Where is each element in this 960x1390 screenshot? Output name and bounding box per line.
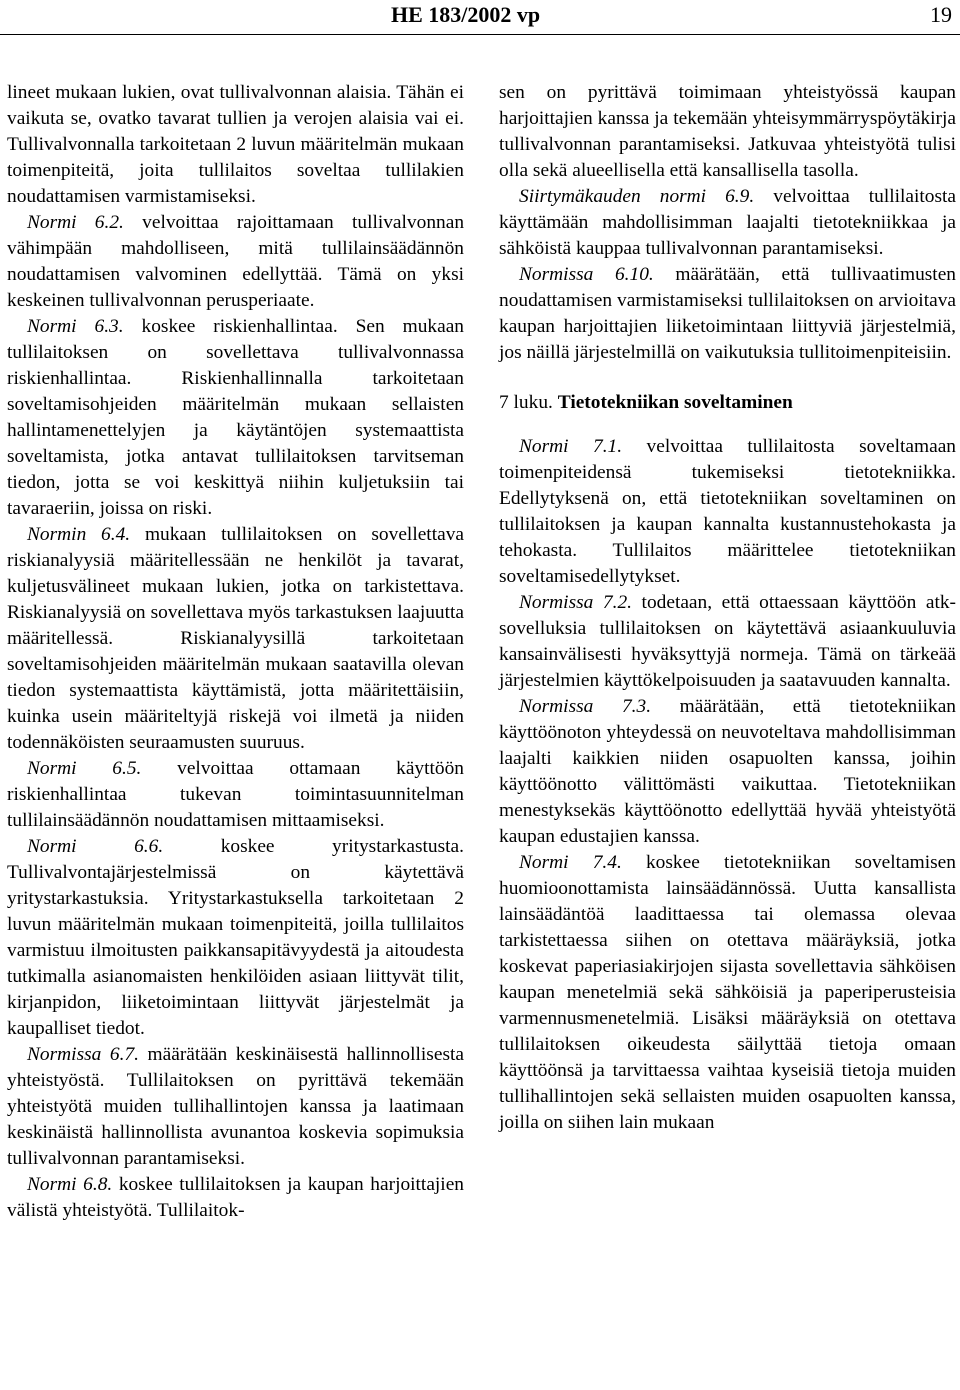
chapter-number: 7 luku.: [499, 392, 553, 413]
paragraph: [7, 1172, 464, 1224]
norm-reference: Normin 6.4.: [27, 524, 131, 545]
paragraph-text: koskee yritystarkastusta. Tullivalvontajärjestelmissä on käytettävä yritystarkastuksia. Yritystarkastuksella tarkoitetaan 2 luvun määritelmän mukaan toimenpiteitä, joilla tullilaitos varmistuu ilmoitusten paikkansapitävyydestä ja aitoudesta tutkimalla asianomaisten henkilöiden asiaan liittyvät tilit, kirjanpidon, liiketoimintaan liittyvät järjestelmät ja kaupalliset tiedot.: [7, 836, 464, 1039]
paragraph: [7, 314, 464, 522]
paragraph: [7, 210, 464, 314]
paragraph-text: määrätään, että tullivaatimusten noudattamisen varmistamiseksi tullilaitoksen on arvioitava kaupan harjoittajien liiketoimintaan liittyviä järjestelmiä, jos näillä järjestelmillä on vaikutuksia tullitoimenpiteisiin.: [499, 264, 956, 363]
chapter-title: Tietotekniikan soveltaminen: [557, 392, 793, 413]
norm-reference: Normissa 7.2.: [519, 592, 632, 613]
header-rule: [0, 34, 960, 35]
paragraph-text: koskee riskienhallintaa. Sen mukaan tullilaitoksen on sovellettava tullivalvonnassa riskienhallintaa. Riskienhallinnalla tarkoitetaan soveltamisohjeiden määritelmän mukaan sellaisten hallintamenettelyjen ja käytäntöjen systemaattista soveltamista, jotka antavat tullilaitoksen tarvitseman tiedon, jotta se voi keskittyä niihin kuljetuksiin tai tavaraeriin, joissa on riski.: [7, 316, 465, 519]
paragraph: [7, 1042, 464, 1172]
right-column: [499, 80, 956, 1136]
paragraph-text: mukaan tullilaitoksen on sovellettava riskianalyysiä määritellessään ne henkilöt ja tavarat, kuljetusvälineet mukaan lukien, jotka on tarkistettava. Riskianalyysiä on sovellettava myös tarkastuksen laajuutta määritellessä. Riskianalyysillä tarkoitetaan soveltamisohjeiden määritelmän mukaan saatavilla olevan tiedon systemaattista käyttämistä, jotta määritettäisiin, kuinka usein määriteltyjä riskejä voi ilmetä ja niiden todennäköisten seuraamusten suuruus.: [7, 524, 464, 753]
paragraph: [7, 756, 464, 834]
page-header: [0, 0, 960, 32]
paragraph-text: sen on pyrittävä toimimaan yhteistyössä kaupan harjoittajien kanssa ja tekemään yhteisymmärryspöytäkirja tullivalvonnan parantamiseksi. Jatkuvaa yhteistyötä tulisi olla sekä alueellisella että kansallisella tasolla.: [499, 82, 956, 181]
paragraph: [499, 850, 956, 1136]
norm-reference: Normi 7.1.: [519, 436, 623, 457]
norm-reference: Normi 6.8.: [27, 1174, 113, 1195]
paragraph: [499, 434, 956, 590]
paragraph-text: määrätään, että tietotekniikan käyttöönoton yhteydessä on neuvoteltava mahdollisimman laajalti kaikkien niiden osapuolten kanssa, joihin käyttöönotto välittömästi vaikuttaa. Tietotekniikan menestyksekäs käyttöönotto edellyttää hyvää yhteistyötä kaupan edustajien kanssa.: [499, 696, 957, 847]
paragraph-text: velvoittaa tullilaitosta käyttämään mahdollisimman laajalti tietotekniikkaa ja sähköistä kauppaa tullivalvonnan parantamiseksi.: [499, 186, 956, 259]
paragraph-text: lineet mukaan lukien, ovat tullivalvonnan alaisia. Tähän ei vaikuta se, ovatko tavarat tullien ja verojen alaisia vai ei. Tullivalvonnalla tarkoitetaan 2 luvun määritelmän mukaan toimenpiteitä, joita tullilaitos soveltaa tullilakien noudattamisen varmistamiseksi.: [7, 82, 464, 207]
paragraph-text: velvoittaa tullilaitosta soveltamaan toimenpiteidensä tukemiseksi tietotekniikka. Edellytyksenä on, että tietotekniikan soveltaminen on tullilaitoksen ja kaupan kannalta kustannustehokasta ja tehokasta. Tullilaitos määrittelee tietotekniikan soveltamisedellytykset.: [499, 436, 957, 587]
chapter-heading: [499, 390, 956, 416]
paragraph: [7, 834, 464, 1042]
paragraph: [7, 522, 464, 756]
norm-reference: Normissa 6.7.: [27, 1044, 139, 1065]
norm-reference: Normi 6.5.: [27, 758, 142, 779]
paragraph-text: koskee tietotekniikan soveltamisen huomioonottamista lainsäädännössä. Uutta kansallista lainsäädäntöä laadittaessa tai olemassa olevaa tarkistettaessa siihen on otettava määräyksiä, jotka koskevat paperiasiakirjojen sijasta sovellettavia sähköisen kaupan menetelmiä sekä sähköisiä ja paperiperusteisia varmennusmenetelmiä. Lisäksi määräyksiä on otettava tullilaitoksen oikeudesta säilyttää tietoja omaan käyttöönsä ja tarvittaessa vaihtaa kyseisiä tietoja muiden tullihallintojen sekä sellaisten muiden osapuolten kanssa, joilla on siihen lain mukaan: [499, 852, 956, 1133]
norm-reference: Normi 6.3.: [27, 316, 124, 337]
left-column: [7, 80, 464, 1224]
paragraph: [499, 80, 956, 184]
document-id: HE 183/2002 vp: [391, 2, 541, 27]
paragraph: [7, 80, 464, 210]
paragraph: [499, 590, 956, 694]
paragraph-text: koskee tullilaitoksen ja kaupan harjoittajien välistä yhteistyötä. Tullilaitok-: [7, 1174, 464, 1221]
paragraph-text: todetaan, että ottaessaan käyttöön atk-sovelluksia tullilaitoksen on käytettävä asiaankuuluvia kansainvälisesti hyväksyttyjä normeja. Tämä on tärkeää järjestelmien käyttökelpoisuuden ja saatavuuden kannalta.: [499, 592, 956, 691]
paragraph: [499, 262, 956, 366]
norm-reference: Normi 7.4.: [519, 852, 622, 873]
norm-reference: Normi 6.2.: [27, 212, 124, 233]
paragraph-text: määrätään keskinäisestä hallinnollisesta yhteistyöstä. Tullilaitoksen on pyrittävä tekemään yhteistyötä muiden tullihallintojen kanssa ja laatimaan keskinäistä hallinnollista avunantoa koskevia sopimuksia tullivalvonnan parantamiseksi.: [7, 1044, 464, 1169]
norm-reference: Normissa 6.10.: [519, 264, 654, 285]
paragraph-text: velvoittaa ottamaan käyttöön riskienhallintaa tukevan toimintasuunnitelman tullilainsäädännön noudattamisen mittaamiseksi.: [7, 758, 464, 831]
norm-reference: Siirtymäkauden normi 6.9.: [519, 186, 755, 207]
paragraph: [499, 694, 956, 850]
paragraph: [499, 184, 956, 262]
norm-reference: Normissa 7.3.: [519, 696, 652, 717]
norm-reference: Normi 6.6.: [27, 836, 164, 857]
page-number: 19: [930, 2, 952, 27]
paragraph-text: velvoittaa rajoittamaan tullivalvonnan vähimpään mahdolliseen, mitä tullilainsäädännön noudattamisen valvominen edellyttää. Tämä on yksi keskeinen tullivalvonnan perusperiaate.: [7, 212, 465, 311]
